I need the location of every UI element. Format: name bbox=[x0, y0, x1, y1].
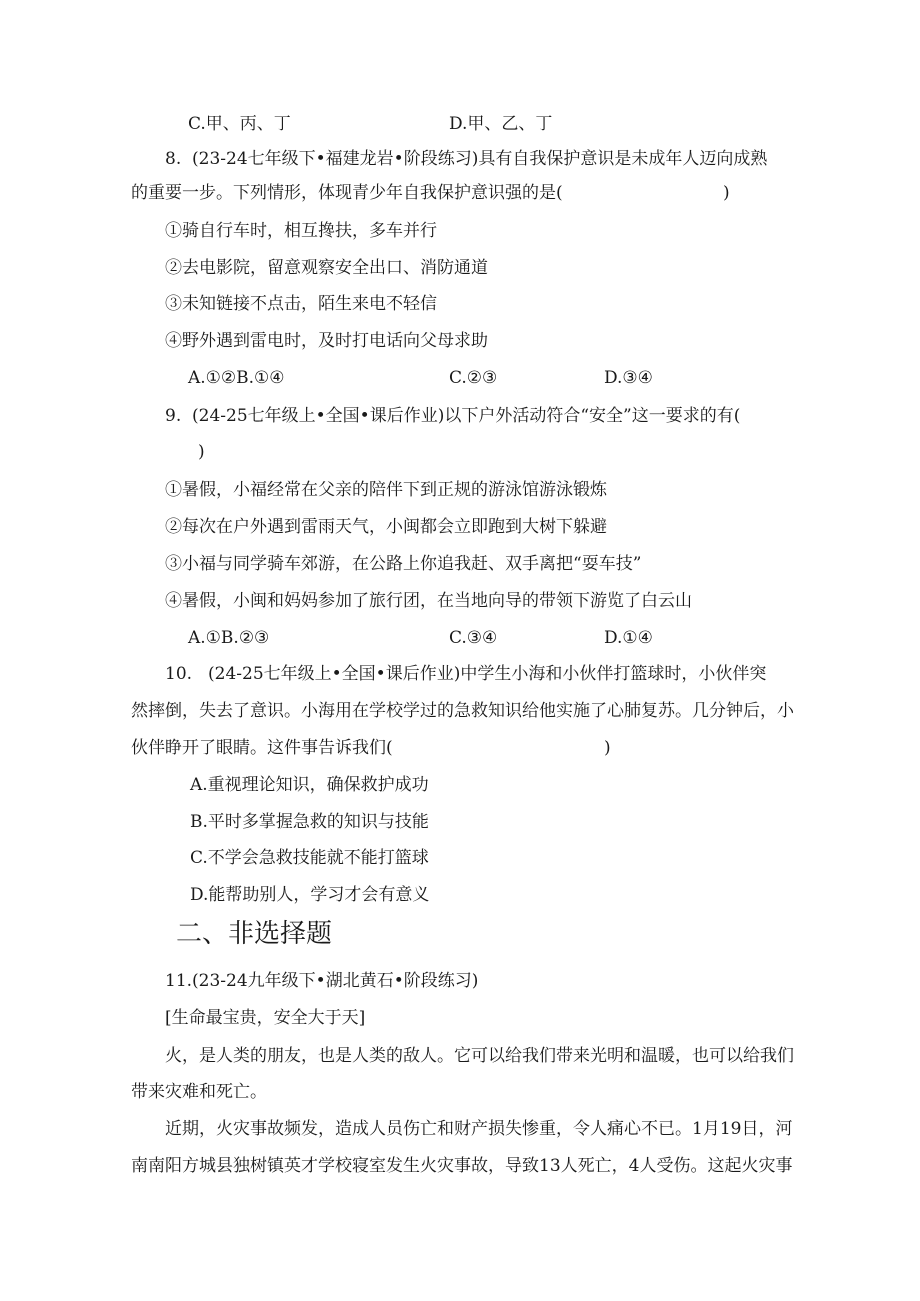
q8-item-4: ④野外遇到雷电时，及时打电话向父母求助 bbox=[165, 331, 488, 351]
q7-option-c: C.甲、丙、丁 bbox=[188, 114, 291, 134]
q9-item-4: ④暑假，小闽和妈妈参加了旅行团，在当地向导的带领下游览了白云山 bbox=[165, 591, 692, 611]
q11-para2-line1: 近期，火灾事故频发，造成人员伤亡和财产损失惨重，令人痛心不已。1月19日，河 bbox=[165, 1119, 793, 1139]
q9-number: 9. bbox=[165, 406, 182, 426]
q10-stem-line2: 然摔倒，失去了意识。小海用在学校学过的急救知识给他实施了心肺复苏。几分钟后，小 bbox=[131, 701, 794, 721]
q9-item-1: ①暑假，小福经常在父亲的陪伴下到正规的游泳馆游泳锻炼 bbox=[165, 480, 607, 500]
q11-para1-line2: 带来灾难和死亡。 bbox=[131, 1082, 267, 1102]
q8-option-c: C.②③ bbox=[449, 368, 498, 388]
q10-number: 10. bbox=[165, 664, 193, 684]
q10-option-d: D.能帮助别人，学习才会有意义 bbox=[190, 885, 430, 905]
q8-stem-line2: 的重要一步。下列情形，体现青少年自我保护意识强的是( bbox=[131, 183, 563, 203]
q8-stem-close: ) bbox=[723, 183, 730, 203]
q8-stem-line1: (23-24七年级下•福建龙岩•阶段练习)具有自我保护意识是未成年人迈向成熟 bbox=[192, 149, 768, 169]
q11-para2-line2: 南南阳方城县独树镇英才学校寝室发生火灾事故，导致13人死亡，4人受伤。这起火灾事 bbox=[131, 1156, 793, 1176]
q9-item-2: ②每次在户外遇到雷雨天气，小闽都会立即跑到大树下躲避 bbox=[165, 517, 607, 537]
q8-item-1: ①骑自行车时，相互搀扶，多车并行 bbox=[165, 221, 437, 241]
q8-item-2: ②去电影院，留意观察安全出口、消防通道 bbox=[165, 258, 488, 278]
q9-stem-line1: (24-25七年级上•全国•课后作业)以下户外活动符合“安全”这一要求的有( bbox=[192, 406, 741, 426]
q10-stem-line1: (24-25七年级上•全国•课后作业)中学生小海和小伙伴打篮球时，小伙伴突 bbox=[208, 664, 767, 684]
q10-stem-line3: 伙伴睁开了眼睛。这件事告诉我们( bbox=[131, 738, 393, 758]
q8-option-d: D.③④ bbox=[604, 368, 653, 388]
q11-subtitle: [生命最宝贵，安全大于天] bbox=[165, 1008, 366, 1028]
q10-option-c: C.不学会急救技能就不能打篮球 bbox=[190, 848, 429, 868]
q9-item-3: ③小福与同学骑车郊游，在公路上你追我赶、双手离把“耍车技” bbox=[165, 554, 642, 574]
q8-item-3: ③未知链接不点击，陌生来电不轻信 bbox=[165, 294, 437, 314]
q8-number: 8. bbox=[165, 149, 182, 169]
q9-option-c: C.③④ bbox=[449, 628, 498, 648]
q9-option-d: D.①④ bbox=[604, 628, 653, 648]
q8-option-ab: A.①②B.①④ bbox=[188, 368, 285, 388]
q7-option-d: D.甲、乙、丁 bbox=[449, 114, 553, 134]
q9-stem-close: ) bbox=[198, 442, 205, 462]
q11-para1-line1: 火，是人类的朋友，也是人类的敌人。它可以给我们带来光明和温暖，也可以给我们 bbox=[165, 1046, 794, 1066]
q9-option-ab: A.①B.②③ bbox=[188, 628, 270, 648]
q11-header: 11.(23-24九年级下•湖北黄石•阶段练习) bbox=[165, 971, 479, 991]
q10-option-a: A.重视理论知识，确保救护成功 bbox=[190, 775, 429, 795]
q10-stem-close: ) bbox=[604, 738, 611, 758]
q10-option-b: B.平时多掌握急救的知识与技能 bbox=[190, 812, 429, 832]
section-title: 二、非选择题 bbox=[176, 919, 333, 949]
